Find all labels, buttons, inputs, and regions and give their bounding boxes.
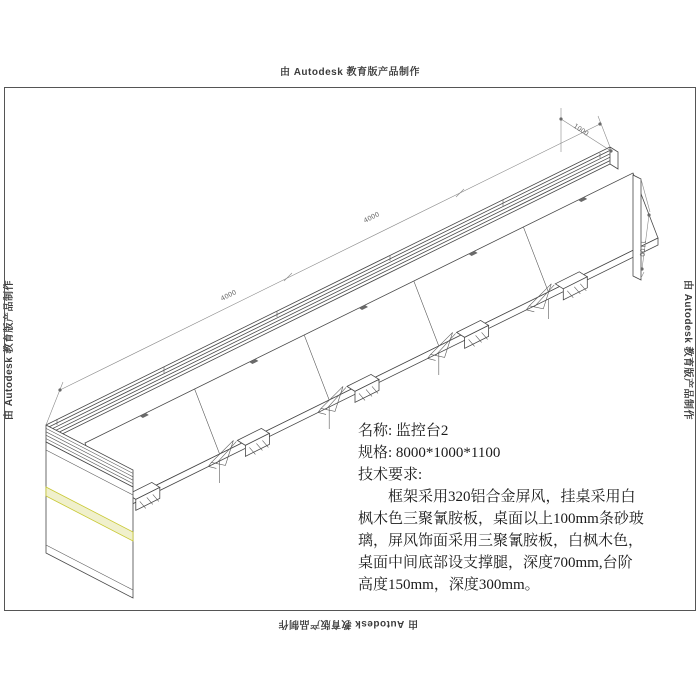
spec-requirements-line: 框架采用320铝合金屏风，挂桌采用白 — [388, 489, 636, 505]
dim-label-depth: 1000 — [571, 121, 591, 138]
spec-requirements-label: 技术要求: — [358, 467, 423, 483]
spec-name-line: 名称: 监控台2 — [358, 423, 449, 439]
dim-label-length-seg2: 4000 — [362, 210, 381, 225]
autodesk-notice-top: 由 Autodesk 教育版产品制作 — [279, 67, 421, 78]
dim-label-length-seg1: 4000 — [219, 288, 238, 303]
autodesk-notice-left: 由 Autodesk 教育版产品制作 — [4, 279, 15, 421]
dim-label-height: 1100 — [637, 239, 647, 257]
autodesk-notice-bottom: 由 Autodesk 教育版产品制作 — [277, 618, 419, 629]
spec-block — [358, 420, 658, 596]
autodesk-notice-right: 由 Autodesk 教育版产品制作 — [682, 279, 693, 421]
spec-requirements-line: 桌面中间底部设支撑腿，深度700mm,台阶 — [358, 555, 633, 571]
spec-size-line: 规格: 8000*1000*1100 — [358, 445, 501, 461]
spec-requirements-line: 枫木色三聚氰胺板，桌面以上100mm条砂玻 — [358, 511, 644, 527]
spec-requirements-line: 璃，屏风饰面采用三聚氰胺板，白枫木色， — [358, 533, 644, 549]
right-end-panel — [633, 175, 641, 280]
spec-requirements-line: 高度150mm，深度300mm。 — [358, 577, 540, 593]
